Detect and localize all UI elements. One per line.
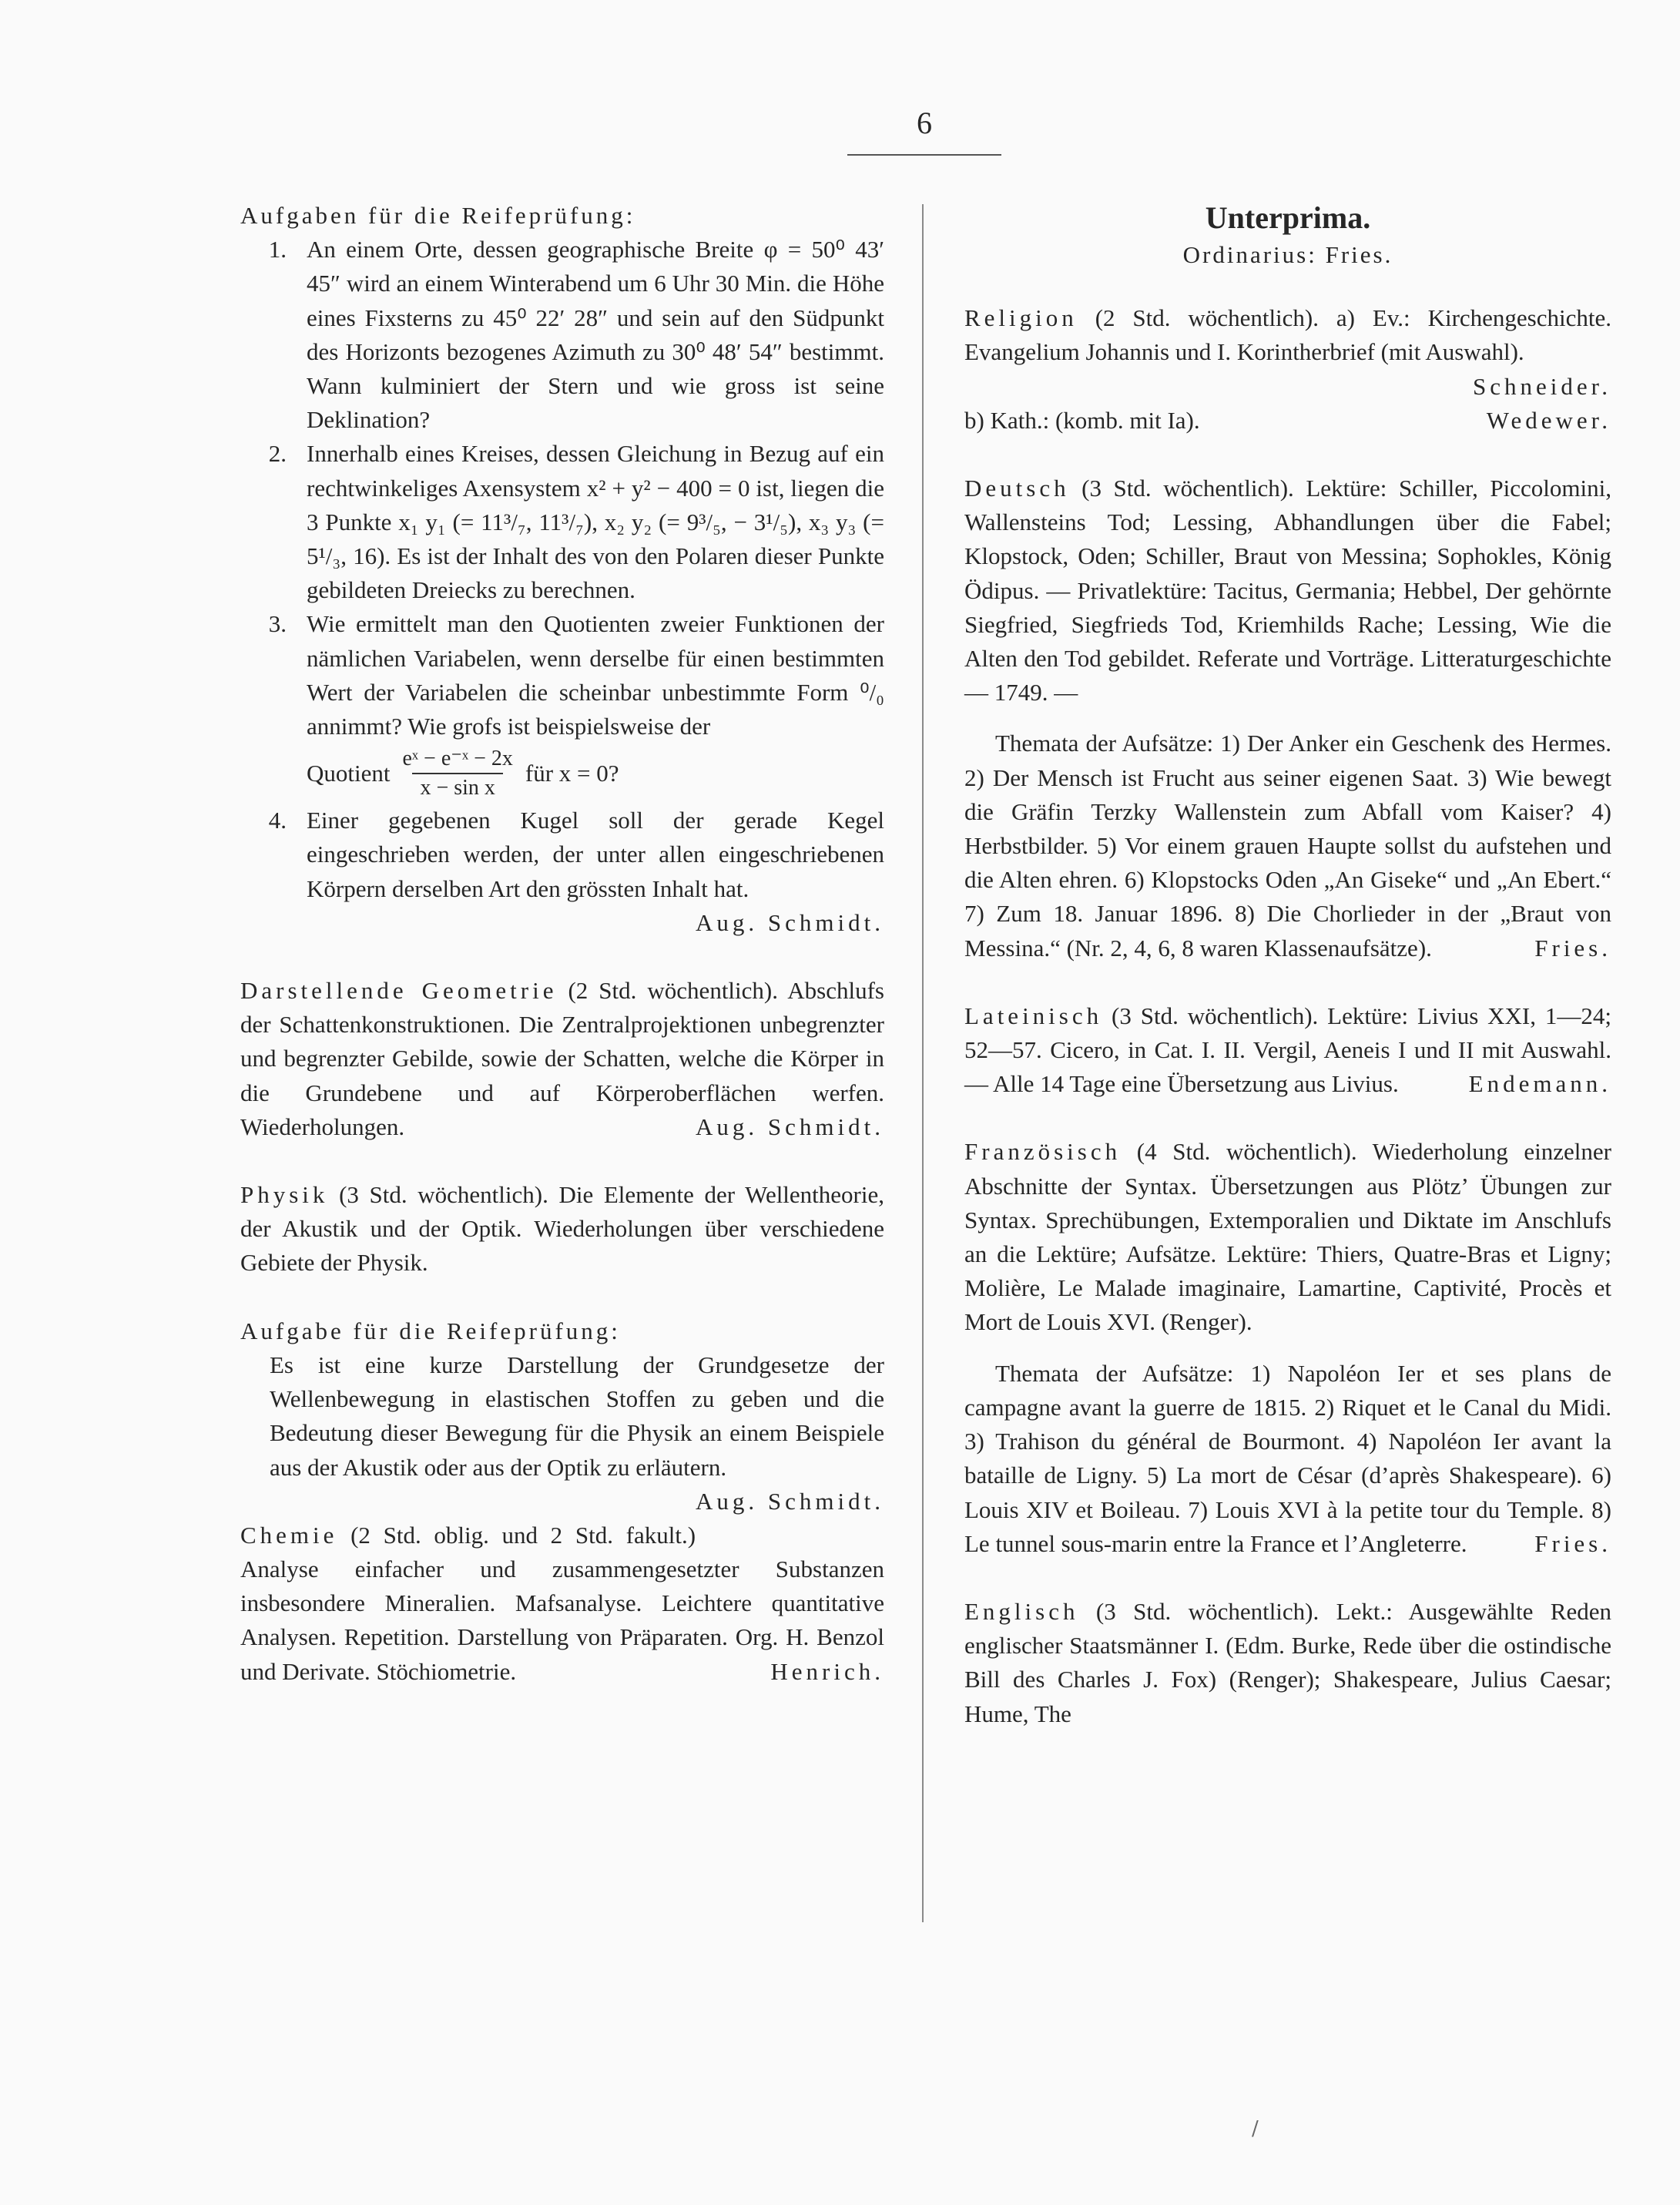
subject-name: Lateinisch	[964, 1002, 1103, 1029]
subject-text: (3 Std. wöchentlich). Lekt.: Ausgewählte Reden englischer Staatsmänner I. (Edm. Burke, Rede über die ostindische Bill des Charles J. Fox) (Renger); Shakespeare, Julius Caesar; Hume, The	[964, 1597, 1611, 1727]
subject-name: Physik	[240, 1181, 329, 1209]
formula-fraction	[403, 745, 513, 802]
subject-text: (3 Std. wöchentlich). Lektüre: Livius XXI, 1—24; 52—57. Cicero, in Cat. I. II. Vergil, Aeneis I und II mit Auswahl. — Alle 14 Tage eine Übersetzung aus Livius.	[964, 1002, 1611, 1098]
signature: Fries.	[1534, 934, 1611, 962]
page-number: 6	[917, 106, 932, 140]
page-number-rule	[847, 154, 1001, 156]
task-1	[240, 233, 884, 437]
subject-name: Französisch	[964, 1138, 1122, 1166]
formula-tail: für x = 0?	[525, 760, 619, 787]
left-column	[240, 199, 884, 1689]
section-title: Unterprima.	[1205, 200, 1371, 235]
aufgaben-heading: Aufgaben für die Reifeprüfung:	[240, 202, 636, 229]
subject-text: (3 Std. wöchentlich). Die Elemente der Wellentheorie, der Akustik und der Optik. Wiederholungen über verschiedene Gebiete der Physik.	[240, 1181, 885, 1277]
aufgabe-text: Es ist eine kurze Darstellung der Grundgesetze der Wellenbewegung in elastischen Stoffen zu geben und die Bedeutung dieser Bewegung für die Physik an einem Beispiele aus der Akustik oder aus der Optik zu erläutern.	[270, 1351, 884, 1481]
subject-name: Deutsch	[964, 475, 1070, 502]
signature: Aug. Schmidt.	[696, 1113, 884, 1140]
task-text	[307, 607, 884, 804]
task-text: Innerhalb eines Kreises, dessen Gleichung in Bezug auf ein rechtwinkeliges Axensystem x² + y² − 400 = 0 ist, liegen die 3 Punkte x₁ y₁ (= 11³/₇, 11³/₇), x₂ y₂ (= 9³/₅, − 3¹/₅), x₃ y₃ (= 5¹/₃, 16). Es ist der Inhalt des von den Polaren dieser Punkte gebildeten Dreiecks zu berechnen.	[307, 440, 884, 604]
subject-name: Englisch	[964, 1597, 1079, 1625]
subject-name: Religion	[964, 304, 1078, 332]
task-2	[240, 437, 884, 607]
aufgabe-heading: Aufgabe für die Reifeprüfung:	[240, 1317, 621, 1344]
task-text: An einem Orte, dessen geographische Breite φ = 50⁰ 43′ 45″ wird an einem Winterabend um 6 Uhr 30 Min. die Höhe eines Fixsterns zu 45⁰ 22′ 28″ und sein auf den Südpunkt des Horizonts bezogenes Azimuth zu 30⁰ 48′ 54″ bestimmt. Wann kulminiert der Stern und wie gross ist seine Deklination?	[307, 236, 884, 434]
subject-text: (3 Std. wöchentlich). Lektüre: Schiller, Piccolomini, Wallensteins Tod; Lessing, Abhandlungen über die Fabel; Klopstock, Oden; Schiller, Braut von Messina; Sophokles, König Ödipus. — Privatlektüre: Tacitus, Germania; Hebbel, Der gehörnte Siegfried, Siegfrieds Tod, Kriemhilds Rache; Lessing, Wie die Alten den Tod gebildet. Referate und Vorträge. Litteraturgeschichte — 1749. —	[964, 475, 1612, 706]
deutsch-section	[964, 472, 1611, 965]
right-column	[964, 196, 1611, 1731]
task-text: Einer gegebenen Kugel soll der gerade Kegel eingeschrieben werden, der unter allen eingeschriebenen Körpern derselben Art den grössten Inhalt hat.	[307, 807, 884, 902]
quotient-formula	[307, 745, 884, 802]
subject-text: (2 Std. wöchentlich). Abschlufs der Schattenkonstruktionen. Die Zentralprojektionen unbegrenzter und begrenzter Gebilde, sowie der Schatten, welche die Körper in die Grundebene und auf Körperoberflächen werfen. Wiederholungen.	[240, 977, 884, 1140]
formula-denominator: x − sin x	[412, 773, 502, 802]
chemie-section	[240, 1519, 884, 1689]
formula-label: Quotient	[307, 760, 391, 787]
signature: Fries.	[1534, 1529, 1611, 1557]
signature: Aug. Schmidt.	[696, 1487, 884, 1515]
themata-text: Themata der Aufsätze: 1) Der Anker ein Geschenk des Hermes. 2) Der Mensch ist Frucht aus seiner eigenen Saat. 3) Wie bewegt die Gräfin Terzky Wallenstein zum Abfall vom Kaiser? 4) Herbstbilder. 5) Vor einem grauen Haupte sollst du aufstehen und die Alten ehren. 6) Klopstocks Oden „An Giseke“ und „An Ebert.“ 7) Zum 18. Januar 1896. 8) Die Chorlieder in der „Braut von Messina.“ (Nr. 2, 4, 6, 8 waren Klassenaufsätze).	[964, 730, 1611, 962]
subject-name: Darstellende Geometrie	[240, 977, 558, 1005]
scan-mark: /	[1252, 2117, 1259, 2140]
darstellende-geometrie-section	[240, 974, 884, 1144]
formula-numerator: eˣ − e⁻ˣ − 2x	[402, 747, 513, 771]
religion-section	[964, 301, 1611, 438]
subject-name: Chemie	[240, 1521, 338, 1549]
task-3-text: Wie ermittelt man den Quotienten zweier Funktionen der nämlichen Variabelen, wenn derselbe für einen bestimmten Wert der Variabelen die scheinbar unbestimmte Form ⁰/₀ annimmt? Wie grofs ist beispielsweise der	[307, 610, 884, 740]
subject-text: (2 Std. wöchentlich). a) Ev.: Kirchengeschichte. Evangelium Johannis und I. Korintherbrief (mit Auswahl).	[964, 304, 1611, 366]
task-3	[240, 607, 884, 804]
aufgabe-section	[240, 1314, 884, 1515]
physik-section	[240, 1178, 884, 1280]
signature: Wedewer.	[1486, 406, 1611, 434]
task-number: 2.	[268, 440, 287, 468]
signature: Aug. Schmidt.	[696, 908, 884, 936]
franzoesisch-section	[964, 1135, 1611, 1560]
signature: Schneider.	[1473, 372, 1611, 400]
englisch-section	[964, 1595, 1611, 1731]
task-number: 1.	[268, 236, 287, 263]
latein-section	[964, 999, 1611, 1102]
signature: Henrich.	[770, 1657, 884, 1685]
subject-text: (2 Std. oblig. und 2 Std. fakult.) Analyse einfacher und zusammengesetzter Substanzen insbesondere Mineralien. Mafsanalyse. Leichtere quantitative Analysen. Repetition. Darstellung von Präparaten. Org. H. Benzol und Derivate. Stöchiometrie.	[240, 1521, 884, 1685]
column-divider	[922, 204, 924, 1922]
religion-kath-line: b) Kath.: (komb. mit Ia).	[964, 406, 1200, 434]
themata-text: Themata der Aufsätze: 1) Napoléon Ier et ses plans de campagne avant la guerre de 1815. 2) Riquet et le Canal du Midi. 3) Trahison du général de Bourmont. 4) Napoléon Ier avant la bataille de Ligny. 5) La mort de César (d’après Shakespeare). 6) Louis XIV et Boileau. 7) Louis XVI à la petite tour du Temple. 8) Le tunnel sous-marin entre la France et l’Angleterre.	[964, 1359, 1611, 1557]
subject-text: (4 Std. wöchentlich). Wiederholung einzelner Abschnitte der Syntax. Übersetzungen aus Plötz’ Übungen zur Syntax. Sprechübungen, Extemporalien und Diktate im Anschlufs an die Lektüre; Aufsätze. Lektüre: Thiers, Quatre-Bras et Ligny; Molière, Le Malade imaginaire, Lamartine, Captivité, Procès et Mort de Louis XVI. (Renger).	[964, 1138, 1611, 1336]
ordinarius-line: Ordinarius: Fries.	[1182, 241, 1393, 268]
task-number: 3.	[268, 610, 287, 638]
task-number: 4.	[268, 807, 287, 834]
task-4	[240, 804, 884, 940]
signature: Endemann.	[1468, 1070, 1611, 1098]
